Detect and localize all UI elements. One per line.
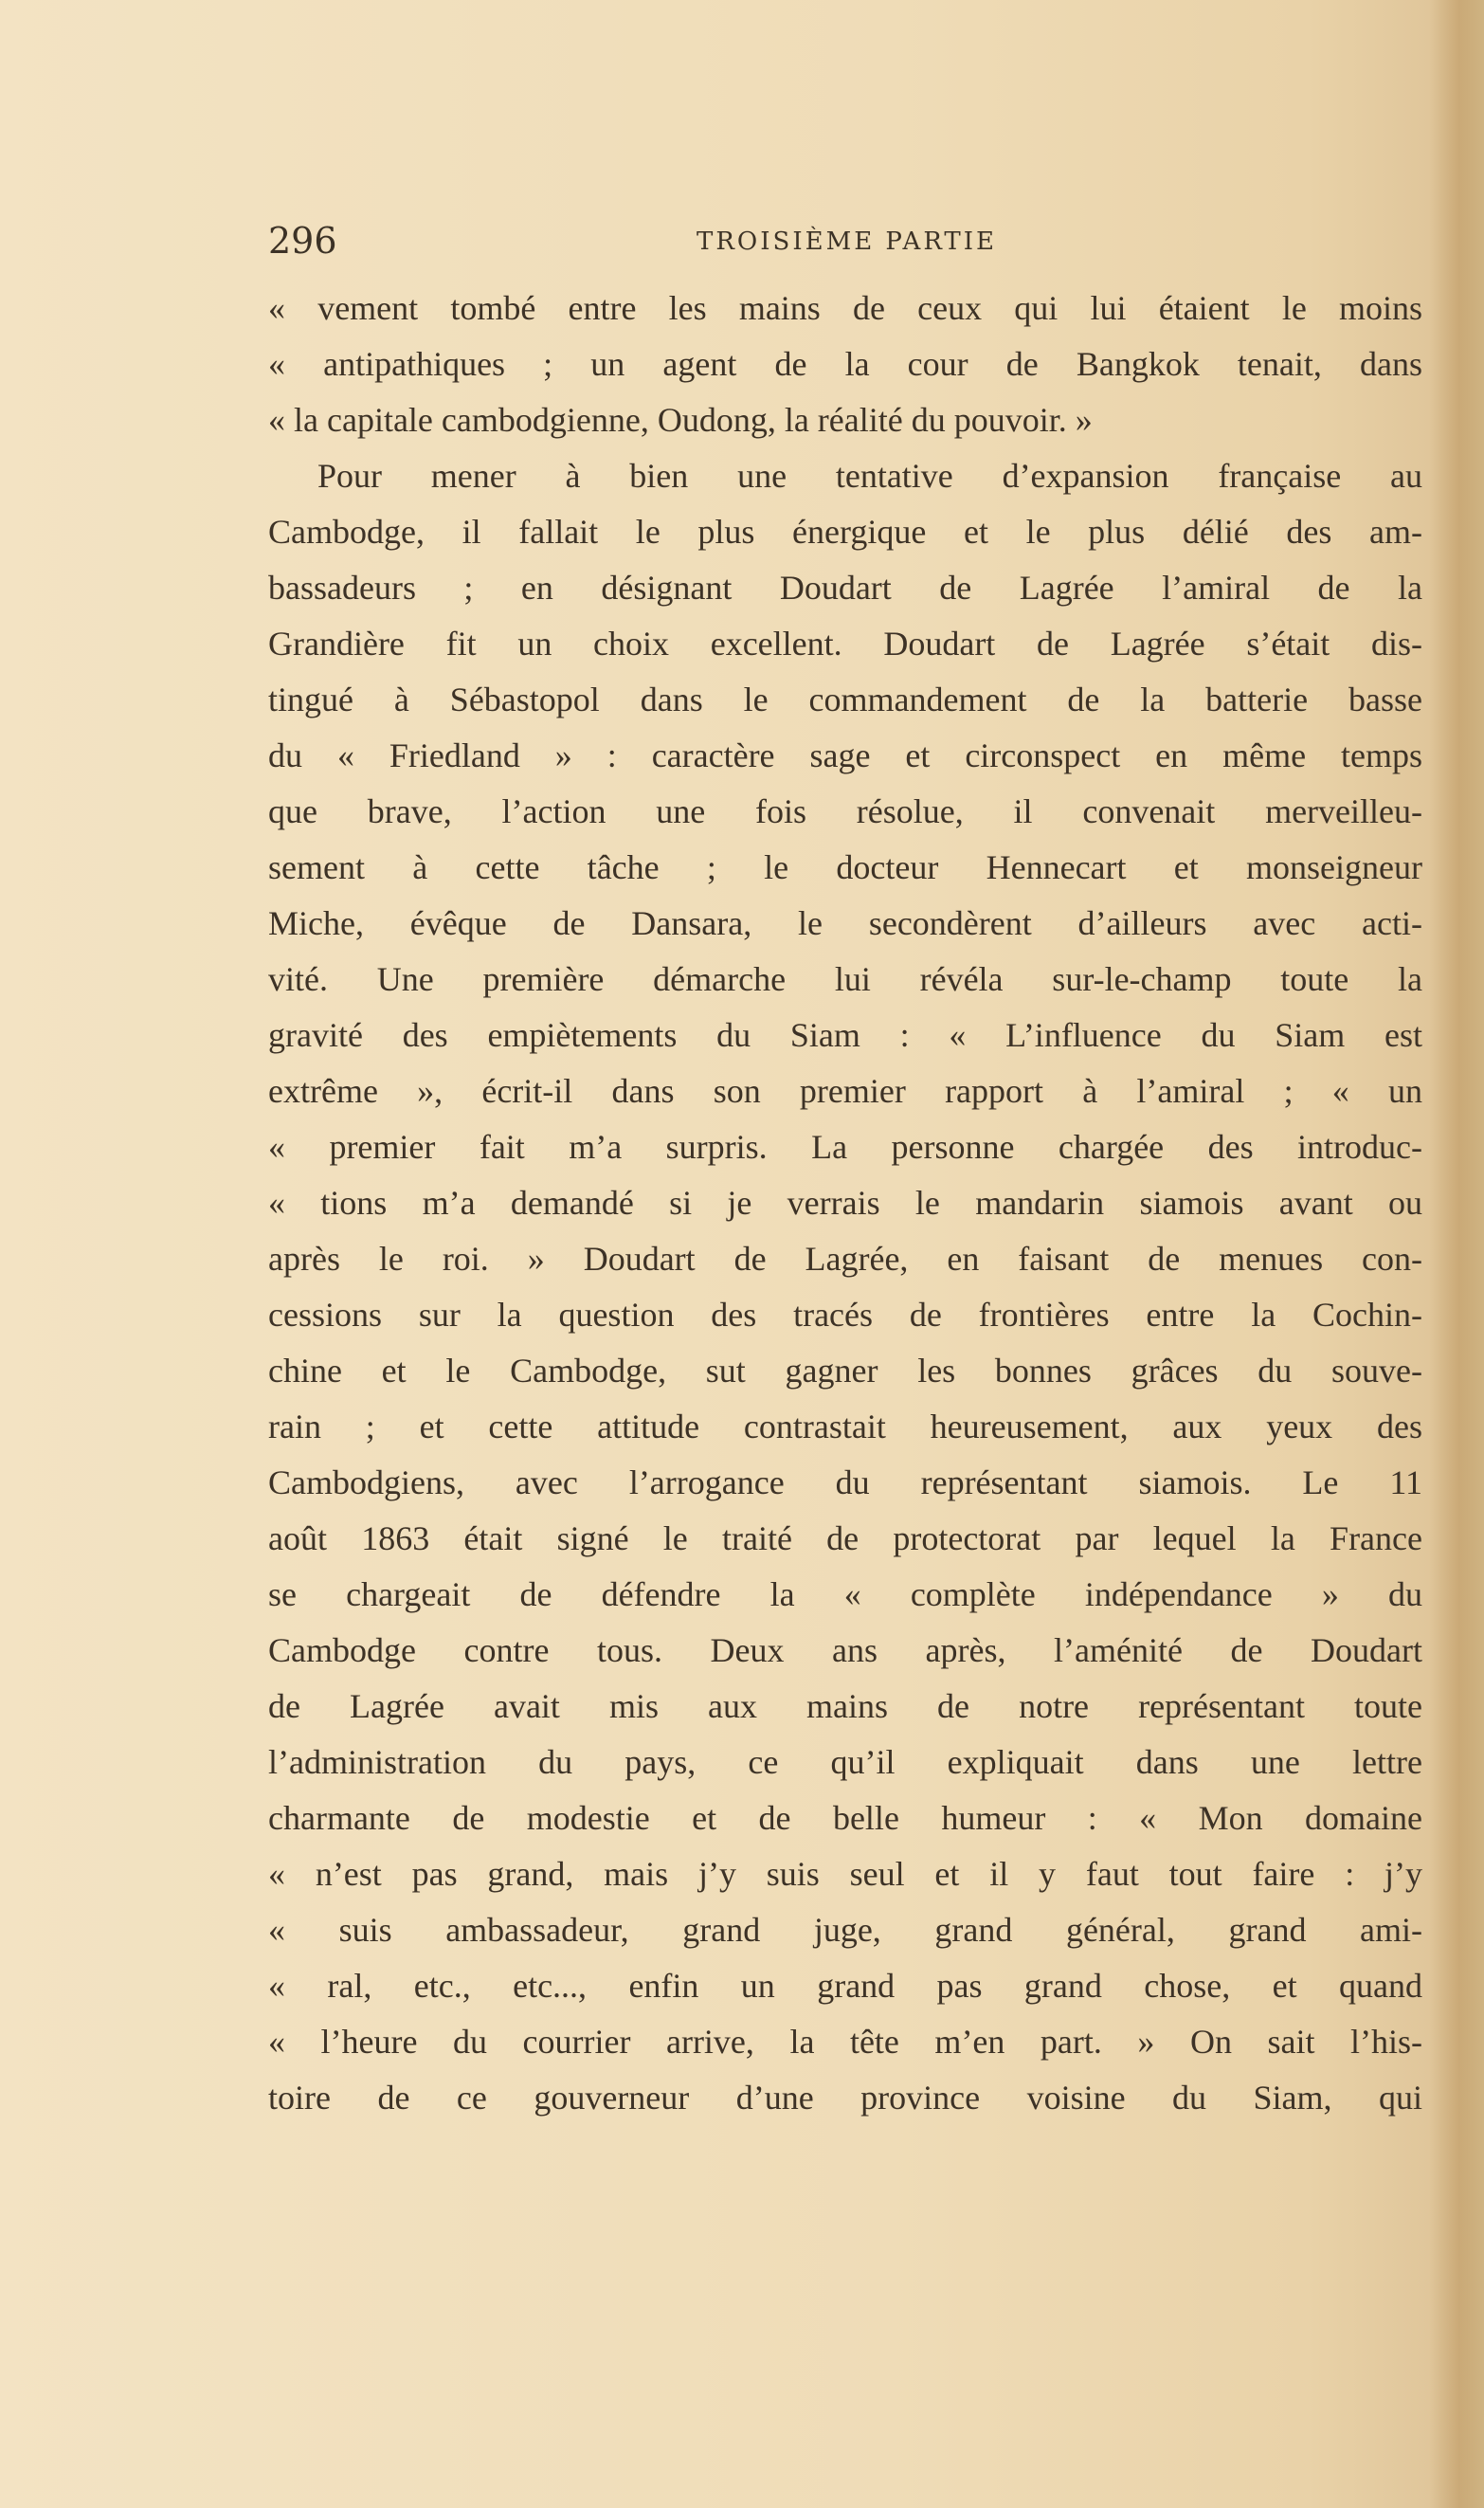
text-line: Miche, évêque de Dansara, le secondèrent d’ailleurs avec acti- bbox=[268, 904, 1422, 942]
text-line: Grandière fit un choix excellent. Doudart de Lagrée s’était dis- bbox=[268, 625, 1422, 663]
text-line: vité. Une première démarche lui révéla sur-le-champ toute la bbox=[268, 960, 1422, 998]
text-line: « antipathiques ; un agent de la cour de Bangkok tenait, dans bbox=[268, 345, 1422, 383]
text-line: après le roi. » Doudart de Lagrée, en faisant de menues con- bbox=[268, 1240, 1422, 1278]
text-line: Cambodge, il fallait le plus énergique et le plus délié des am- bbox=[268, 513, 1422, 551]
text-line: bassadeurs ; en désignant Doudart de Lagrée l’amiral de la bbox=[268, 569, 1422, 607]
text-line: cessions sur la question des tracés de frontières entre la Cochin- bbox=[268, 1296, 1422, 1334]
text-line: toire de ce gouverneur d’une province voisine du Siam, qui bbox=[268, 2079, 1422, 2117]
text-line: de Lagrée avait mis aux mains de notre représentant toute bbox=[268, 1687, 1422, 1725]
text-line: charmante de modestie et de belle humeur : « Mon domaine bbox=[268, 1799, 1422, 1837]
page-number: 296 bbox=[268, 220, 337, 262]
text-line: août 1863 était signé le traité de protectorat par lequel la France bbox=[268, 1519, 1422, 1557]
text-line: tingué à Sébastopol dans le commandement de la batterie basse bbox=[268, 681, 1422, 718]
text-line: rain ; et cette attitude contrastait heureusement, aux yeux des bbox=[268, 1408, 1422, 1445]
text-line: l’administration du pays, ce qu’il expliquait dans une lettre bbox=[268, 1743, 1422, 1781]
page-header bbox=[268, 214, 1396, 271]
text-line: Cambodgiens, avec l’arrogance du représentant siamois. Le 11 bbox=[268, 1463, 1422, 1501]
text-line: « tions m’a demandé si je verrais le mandarin siamois avant ou bbox=[268, 1184, 1422, 1222]
text-line: « suis ambassadeur, grand juge, grand général, grand ami- bbox=[268, 1911, 1422, 1949]
text-line: du « Friedland » : caractère sage et circonspect en même temps bbox=[268, 736, 1422, 774]
text-line: sement à cette tâche ; le docteur Hennecart et monseigneur bbox=[268, 848, 1422, 886]
text-line: « la capitale cambodgienne, Oudong, la réalité du pouvoir. » bbox=[268, 401, 1093, 439]
body-text bbox=[268, 281, 1422, 2126]
text-line: se chargeait de défendre la « complète indépendance » du bbox=[268, 1575, 1422, 1613]
text-line: « premier fait m’a surpris. La personne chargée des introduc- bbox=[268, 1128, 1422, 1166]
text-line: « vement tombé entre les mains de ceux qui lui étaient le moins bbox=[268, 289, 1422, 327]
text-line: « n’est pas grand, mais j’y suis seul et il y faut tout faire : j’y bbox=[268, 1855, 1422, 1893]
page-edge-shadow bbox=[1429, 0, 1484, 2508]
text-line: chine et le Cambodge, sut gagner les bonnes grâces du souve- bbox=[268, 1352, 1422, 1390]
text-line: gravité des empiètements du Siam : « L’influence du Siam est bbox=[268, 1016, 1422, 1054]
running-head: TROISIÈME PARTIE bbox=[697, 227, 998, 256]
text-line: « l’heure du courrier arrive, la tête m’en part. » On sait l’his- bbox=[268, 2023, 1422, 2061]
text-line: Cambodge contre tous. Deux ans après, l’aménité de Doudart bbox=[268, 1631, 1422, 1669]
text-line: que brave, l’action une fois résolue, il convenait merveilleu- bbox=[268, 792, 1422, 830]
text-line: extrême », écrit-il dans son premier rapport à l’amiral ; « un bbox=[268, 1072, 1422, 1110]
paragraph-start-line: Pour mener à bien une tentative d’expansion française au bbox=[317, 457, 1422, 495]
text-line: « ral, etc., etc..., enfin un grand pas grand chose, et quand bbox=[268, 1967, 1422, 2005]
